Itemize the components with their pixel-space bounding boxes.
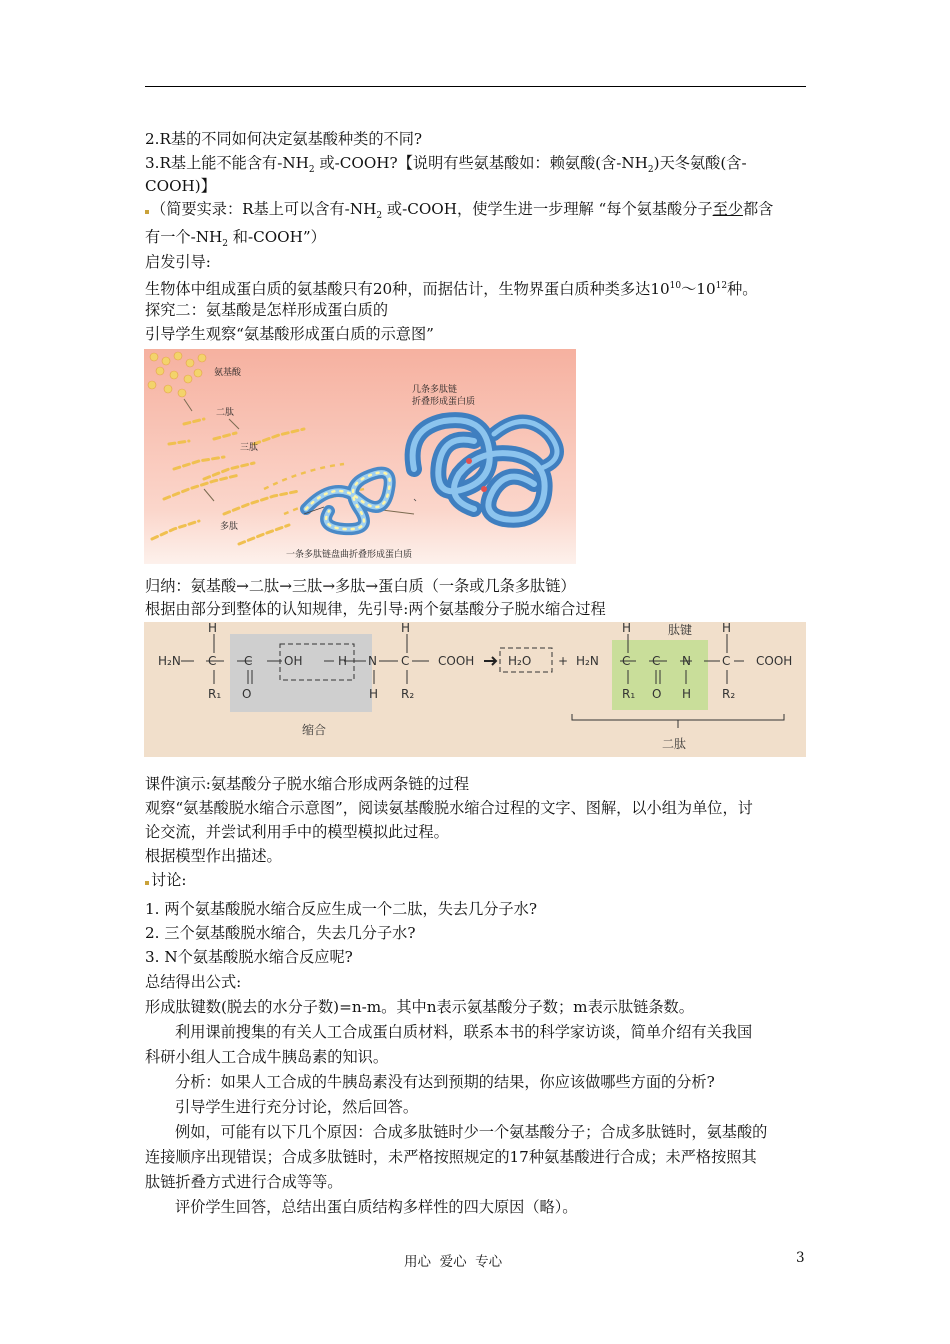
paragraph: 例如，可能有以下几个原因：合成多肽链时少一个氨基酸分子；合成多肽链时，氨基酸的 [175, 1123, 768, 1141]
atom-o: O [242, 687, 252, 701]
r2-group: R₂ [722, 687, 736, 701]
paragraph: 连接顺序出现错误；合成多肽链时，未严格按照规定的17种氨基酸进行合成；未严格按照其 [145, 1148, 757, 1166]
text-line: 观察“氨基酸脱水缩合示意图”，阅读氨基酸脱水缩合过程的文字、图解，以小组为单位，讨 [145, 799, 753, 817]
atom-n: N [682, 654, 691, 668]
text-line: 有一个$-NH_2$ 和-COOH”） [145, 228, 326, 250]
water-molecule: H₂O [508, 654, 532, 668]
text-line: （简要实录：R基上可以含有$-NH_2$ 或-COOH，使学生进一步理解 “每个氨基酸分子至少都含 [145, 198, 806, 227]
label-polypeptide: 多肽 [220, 522, 239, 532]
text-line: 归纳：氨基酸→二肽→三肽→多肽→蛋白质（一条或几条多肽链） [145, 577, 576, 595]
atom-n: N [368, 654, 377, 668]
carboxyl-group: COOH [438, 654, 475, 668]
text-line: 讨论: [145, 869, 806, 891]
condensation-label: 缩合 [302, 723, 327, 737]
atom-h: H [622, 622, 632, 635]
label-amino-acid: 氨基酸 [214, 368, 242, 378]
atom-c: C [208, 654, 217, 668]
atom-c: C [652, 654, 661, 668]
plus-sign: + [558, 654, 569, 668]
dehydration-condensation-figure [144, 622, 806, 757]
atom-c: C [401, 654, 410, 668]
atom-c: C [622, 654, 631, 668]
list-item: 1. 两个氨基酸脱水缩合反应生成一个二肽，失去几分子水? [145, 900, 537, 918]
text-line: 生物体中组成蛋白质的氨基酸只有20种，而据估计，生物界蛋白质种类多达$10^{10}\sim 10^{12}$种。 [145, 280, 758, 299]
dipeptide-label: 二肽 [662, 737, 687, 751]
list-item: 2. 三个氨基酸脱水缩合，失去几分子水? [145, 924, 416, 942]
text-line: 课件演示:氨基酸分子脱水缩合形成两条链的过程 [145, 775, 470, 793]
footer-motto: 用心 爱心 专心 [404, 1254, 503, 1270]
hydroxyl-group: OH [284, 654, 303, 668]
label-dipeptide: 二肽 [216, 408, 235, 418]
atom-h: H [401, 622, 411, 635]
atom-o: O [652, 687, 662, 701]
carboxyl-group: COOH [756, 654, 793, 668]
paragraph: 利用课前搜集的有关人工合成蛋白质材料，联系本书的科学家访谈，简单介绍有关我国 [175, 1023, 753, 1041]
r2-group: R₂ [401, 687, 415, 701]
paragraph: 分析：如果人工合成的牛胰岛素没有达到预期的结果，你应该做哪些方面的分析? [175, 1073, 715, 1091]
r1-group: R₁ [208, 687, 222, 701]
r1-group: R₁ [622, 687, 636, 701]
page-number: 3 [796, 1250, 805, 1266]
list-item: 3. N个氨基酸脱水缩合反应呢? [145, 948, 353, 966]
protein-formation-figure [144, 349, 576, 564]
section-heading: 探究二：氨基酸是怎样形成蛋白质的 [145, 301, 388, 319]
paragraph: 评价学生回答，总结出蛋白质结构多样性的四大原因（略）。 [175, 1198, 578, 1216]
text-line: 引导学生观察“氨基酸形成蛋白质的示意图” [145, 325, 434, 343]
label-folding: 折叠形成蛋白质 [412, 397, 476, 407]
header-rule [145, 86, 806, 87]
peptide-bond-label: 肽键 [668, 623, 693, 637]
text-line: 总结得出公式: [145, 973, 242, 991]
formula-line: 形成肽键数(脱去的水分子数)=n-m。其中n表示氨基酸分子数；m表示肽链条数。 [145, 998, 694, 1016]
label-tripeptide: 三肽 [240, 443, 259, 453]
mark-icon [145, 881, 149, 885]
amino-group: H₂N [158, 654, 181, 668]
atom-h: H [682, 687, 692, 701]
atom-h: H [722, 622, 732, 635]
amino-group: H₂N [576, 654, 599, 668]
text-line: 论交流，并尝试利用手中的模型模拟此过程。 [145, 823, 449, 841]
text-line: 启发引导: [145, 253, 211, 271]
atom-c: C [244, 654, 253, 668]
text-line: 根据由部分到整体的认知规律，先引导:两个氨基酸分子脱水缩合过程 [145, 600, 606, 618]
paragraph: 肽链折叠方式进行合成等等。 [145, 1173, 343, 1191]
mark-icon [145, 210, 149, 214]
paragraph: 科研小组人工合成牛胰岛素的知识。 [145, 1048, 388, 1066]
atom-c: C [722, 654, 731, 668]
label-multi-chain: 几条多肽链 [412, 385, 458, 395]
atom-h: H [208, 622, 218, 635]
paragraph: 引导学生进行充分讨论，然后回答。 [175, 1098, 418, 1116]
atom-h: H [369, 687, 379, 701]
text-line: COOH)】 [145, 177, 216, 195]
text-line: 2.R基的不同如何决定氨基酸种类的不同? [145, 130, 423, 148]
atom-h: H [338, 654, 348, 668]
text-line: 3.R基上能不能含有$-NH_2$ 或-COOH?【说明有些氨基酸如：赖氨酸(含$-NH_2$)天冬氨酸(含- [145, 154, 747, 176]
text-line: 根据模型作出描述。 [145, 847, 282, 865]
figure-caption: 一条多肽链盘曲折叠形成蛋白质 [286, 550, 413, 560]
